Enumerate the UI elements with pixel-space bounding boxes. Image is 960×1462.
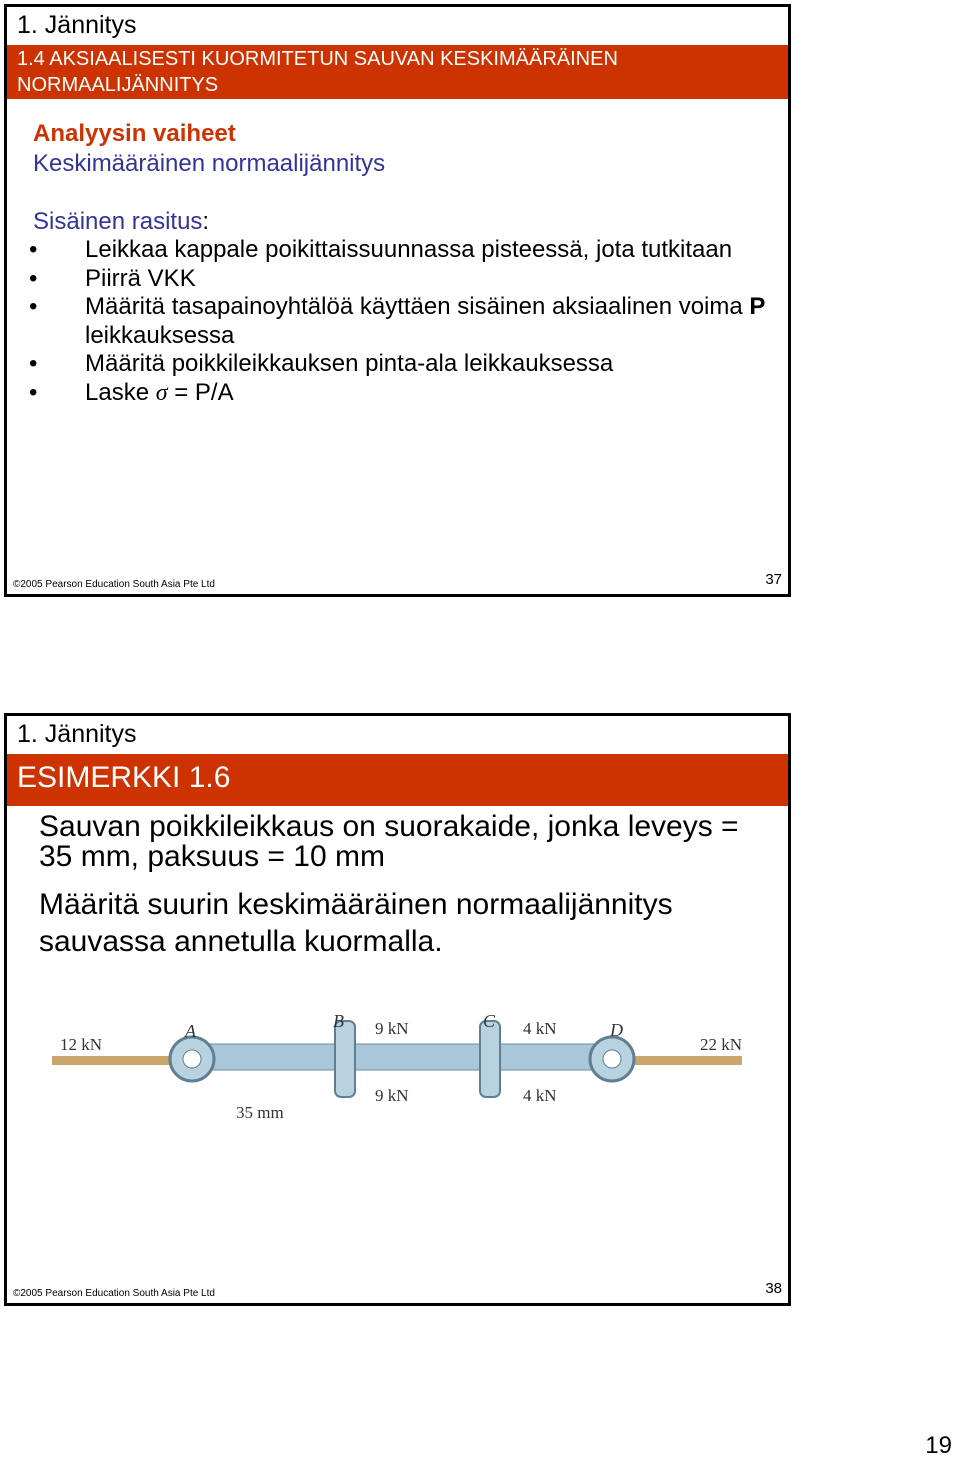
slide-number: 38 xyxy=(765,1280,782,1297)
slide-header: 1. Jännitys xyxy=(17,11,137,39)
list-item-tail: leikkauksessa xyxy=(85,321,235,349)
slide-38 xyxy=(4,713,791,1306)
internal-force-label: Sisäinen rasitus xyxy=(33,208,203,235)
bullet-icon: • xyxy=(29,378,38,406)
load-c-bottom-label: 4 kN xyxy=(523,1086,557,1105)
point-d-label: D xyxy=(610,1020,623,1040)
collar-b xyxy=(335,1021,355,1097)
copyright-icon: © xyxy=(13,579,21,590)
copyright-icon: © xyxy=(13,1288,21,1299)
list-item xyxy=(29,265,775,294)
sigma-symbol: σ xyxy=(155,379,168,406)
steps-list xyxy=(29,236,775,408)
internal-force-heading xyxy=(33,208,209,236)
eye-d-hole xyxy=(603,1050,621,1068)
internal-force-colon: : xyxy=(202,208,210,235)
list-item xyxy=(29,350,775,379)
example-title: ESIMERKKI 1.6 xyxy=(17,761,231,794)
load-b-top-label: 9 kN xyxy=(375,1019,409,1038)
analysis-title: Analyysin vaiheet xyxy=(33,120,236,147)
copyright-footer xyxy=(13,1288,215,1299)
list-item-text: Määritä tasapainoyhtälöä käyttäen sisäinen aksiaalinen voima xyxy=(85,293,743,321)
list-item xyxy=(29,379,775,408)
list-item xyxy=(29,236,775,265)
bullet-icon: • xyxy=(29,350,38,378)
bullet-icon: • xyxy=(29,236,38,263)
load-c-top-label: 4 kN xyxy=(523,1019,557,1038)
analysis-subtitle: Keskimääräinen normaalijännitys xyxy=(33,150,386,177)
bullet-icon: • xyxy=(29,293,38,321)
list-item-text: Leikkaa kappale poikittaissuunnassa pisteessä, jota tutkitaan xyxy=(85,236,733,263)
slide-number: 37 xyxy=(765,571,782,588)
point-a-label: A xyxy=(185,1021,196,1041)
loaded-bar-diagram xyxy=(52,1006,752,1136)
title-band xyxy=(7,754,788,806)
formula-text: = P/A xyxy=(174,378,234,406)
copyright-text: 2005 Pearson Education South Asia Pte Ltd xyxy=(20,1288,215,1299)
copyright-text: 2005 Pearson Education South Asia Pte Ltd xyxy=(20,579,215,590)
list-item-text: Piirrä VKK xyxy=(85,264,196,292)
dimension-label: 35 mm xyxy=(236,1103,284,1122)
left-rope xyxy=(52,1056,182,1065)
point-b-label: B xyxy=(333,1011,344,1031)
bullet-icon: • xyxy=(29,264,38,292)
point-c-label: C xyxy=(483,1011,496,1031)
collar-c xyxy=(480,1021,500,1097)
force-symbol: P xyxy=(749,293,766,321)
load-b-bottom-label: 9 kN xyxy=(375,1086,409,1105)
title-band xyxy=(7,45,788,99)
problem-question: Määritä suurin keskimääräinen normaalijännitys sauvassa annetulla kuormalla. xyxy=(39,888,673,958)
page-number: 19 xyxy=(925,1432,952,1459)
list-item-text: Määritä poikkileikkauksen pinta-ala leikkauksessa xyxy=(85,350,614,378)
load-right-label: 22 kN xyxy=(700,1035,743,1054)
eye-a-hole xyxy=(183,1050,201,1068)
slide-header: 1. Jännitys xyxy=(17,720,137,748)
list-item xyxy=(29,293,775,350)
copyright-footer xyxy=(13,579,215,590)
section-title: 1.4 AKSIAALISESTI KUORMITETUN SAUVAN KESKIMÄÄRÄINEN NORMAALIJÄNNITYS xyxy=(17,48,618,96)
problem-statement: Sauvan poikkileikkaus on suorakaide, jonka leveys = 35 mm, paksuus = 10 mm xyxy=(39,810,739,873)
list-item-text: Laske xyxy=(85,378,150,406)
bar-body xyxy=(192,1044,612,1070)
slide-37 xyxy=(4,4,791,597)
load-left-label: 12 kN xyxy=(60,1035,103,1054)
bar-figure xyxy=(52,1006,752,1141)
